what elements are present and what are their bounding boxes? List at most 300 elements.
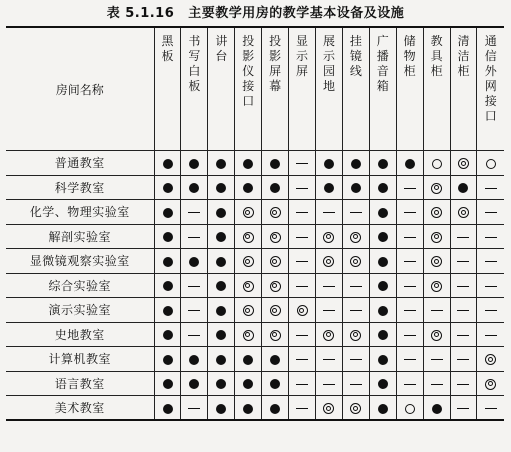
double-circle-icon (243, 330, 254, 341)
header-char: 柜 (430, 64, 443, 78)
table-cell (477, 151, 504, 176)
filled-circle-icon (378, 232, 388, 242)
double-circle-icon (485, 354, 496, 365)
filled-circle-icon (378, 208, 388, 218)
filled-circle-icon (270, 159, 280, 169)
table-cell (450, 224, 477, 249)
table-row (6, 396, 504, 421)
header-char: 口 (484, 109, 497, 123)
dash-icon (431, 359, 443, 360)
filled-circle-icon (378, 379, 388, 389)
room-name: 解剖实验室 (6, 224, 154, 249)
table-cell (289, 396, 316, 421)
table-cell (235, 347, 262, 372)
table-cell (316, 273, 343, 298)
table-cell (235, 298, 262, 323)
equipment-table (6, 26, 504, 421)
table-cell (235, 396, 262, 421)
table-cell (154, 249, 181, 274)
column-header-label (262, 34, 288, 94)
header-char: 屏 (296, 64, 309, 78)
dash-icon (431, 310, 443, 311)
table-cell (342, 347, 369, 372)
table-cell (477, 396, 504, 421)
filled-circle-icon (163, 379, 173, 389)
table-row (6, 249, 504, 274)
table-cell (423, 347, 450, 372)
dash-icon (457, 384, 469, 385)
table-cell (369, 322, 396, 347)
dash-icon (404, 188, 416, 189)
table-row (6, 347, 504, 372)
filled-circle-icon (324, 183, 334, 193)
filled-circle-icon (378, 306, 388, 316)
double-circle-icon (270, 305, 281, 316)
table-cell (289, 249, 316, 274)
table-caption (0, 2, 511, 21)
filled-circle-icon (270, 379, 280, 389)
filled-circle-icon (216, 232, 226, 242)
table-cell (396, 396, 423, 421)
filled-circle-icon (378, 355, 388, 365)
table-cell (450, 175, 477, 200)
header-char: 柜 (457, 64, 470, 78)
table-cell (369, 273, 396, 298)
header-char: 讲 (215, 34, 228, 48)
double-circle-icon (458, 207, 469, 218)
filled-circle-icon (378, 183, 388, 193)
table-cell (289, 224, 316, 249)
room-name: 科学教室 (6, 175, 154, 200)
filled-circle-icon (243, 183, 253, 193)
double-circle-icon (431, 207, 442, 218)
filled-circle-icon (163, 183, 173, 193)
column-header-label (451, 34, 477, 79)
column-header-label (289, 34, 315, 79)
column-header (235, 27, 262, 151)
double-circle-icon (243, 281, 254, 292)
table-cell (181, 249, 208, 274)
header-char: 影 (242, 49, 255, 63)
dash-icon (188, 335, 200, 336)
table-cell (289, 273, 316, 298)
table-cell (477, 347, 504, 372)
table-cell (423, 298, 450, 323)
double-circle-icon (297, 305, 308, 316)
column-header-label (181, 34, 207, 94)
table-cell (289, 200, 316, 225)
table-cell (396, 151, 423, 176)
filled-circle-icon (432, 404, 442, 414)
filled-circle-icon (243, 355, 253, 365)
header-char: 屏 (269, 64, 282, 78)
filled-circle-icon (243, 379, 253, 389)
dash-icon (404, 310, 416, 311)
table-cell (477, 200, 504, 225)
table-cell (235, 151, 262, 176)
header-char: 储 (403, 34, 416, 48)
double-circle-icon (323, 403, 334, 414)
table-cell (208, 200, 235, 225)
dash-icon (404, 261, 416, 262)
header-char: 接 (242, 79, 255, 93)
table-cell (208, 371, 235, 396)
dash-icon (404, 212, 416, 213)
header-char: 挂 (349, 34, 362, 48)
dash-icon (350, 286, 362, 287)
table-cell (316, 200, 343, 225)
table-cell (423, 151, 450, 176)
table-cell (369, 224, 396, 249)
table-cell (154, 224, 181, 249)
double-circle-icon (270, 330, 281, 341)
column-header-label (370, 34, 396, 94)
dash-icon (485, 261, 497, 262)
filled-circle-icon (216, 404, 226, 414)
column-header (342, 27, 369, 151)
table-cell (316, 249, 343, 274)
table-cell (342, 371, 369, 396)
table-cell (289, 175, 316, 200)
column-header (477, 27, 504, 151)
table-cell (262, 151, 289, 176)
dash-icon (296, 286, 308, 287)
table-cell (396, 298, 423, 323)
table-cell (262, 175, 289, 200)
table-cell (208, 396, 235, 421)
table-cell (154, 151, 181, 176)
table-cell (181, 298, 208, 323)
double-circle-icon (243, 305, 254, 316)
column-header-label (235, 34, 261, 109)
dash-icon (457, 286, 469, 287)
table-cell (289, 322, 316, 347)
double-circle-icon (431, 330, 442, 341)
table-cell (181, 224, 208, 249)
table-cell (208, 151, 235, 176)
header-char: 柜 (403, 64, 416, 78)
double-circle-icon (431, 232, 442, 243)
header-char: 线 (349, 64, 362, 78)
filled-circle-icon (163, 330, 173, 340)
dash-icon (296, 335, 308, 336)
dash-icon (485, 310, 497, 311)
table-cell (342, 298, 369, 323)
header-char: 外 (484, 64, 497, 78)
header-char: 音 (376, 64, 389, 78)
dash-icon (296, 408, 308, 409)
dash-icon (296, 261, 308, 262)
filled-circle-icon (378, 404, 388, 414)
table-cell (316, 347, 343, 372)
double-circle-icon (243, 232, 254, 243)
dash-icon (323, 286, 335, 287)
double-circle-icon (350, 330, 361, 341)
double-circle-icon (350, 232, 361, 243)
dash-icon (485, 212, 497, 213)
table-cell (423, 249, 450, 274)
table-cell (450, 322, 477, 347)
table-cell (316, 371, 343, 396)
column-header (262, 27, 289, 151)
table-cell (369, 249, 396, 274)
header-char: 通 (484, 34, 497, 48)
table-cell (342, 200, 369, 225)
table-cell (369, 396, 396, 421)
dash-icon (296, 188, 308, 189)
table-cell (396, 224, 423, 249)
room-name: 美术教室 (6, 396, 154, 421)
dash-icon (188, 286, 200, 287)
filled-circle-icon (163, 355, 173, 365)
table-cell (423, 200, 450, 225)
table-cell (450, 151, 477, 176)
header-char: 板 (161, 49, 174, 63)
filled-circle-icon (189, 355, 199, 365)
header-char: 物 (403, 49, 416, 63)
table-row (6, 273, 504, 298)
hollow-circle-icon (405, 404, 415, 414)
filled-circle-icon (163, 257, 173, 267)
table-cell (262, 371, 289, 396)
dash-icon (485, 335, 497, 336)
filled-circle-icon (405, 159, 415, 169)
dash-icon (296, 163, 308, 164)
header-char: 信 (484, 49, 497, 63)
table-cell (396, 249, 423, 274)
double-circle-icon (458, 158, 469, 169)
table-cell (208, 322, 235, 347)
room-name: 演示实验室 (6, 298, 154, 323)
table-row (6, 224, 504, 249)
dash-icon (431, 384, 443, 385)
filled-circle-icon (378, 159, 388, 169)
table-row (6, 175, 504, 200)
table-cell (369, 175, 396, 200)
room-name: 语言教室 (6, 371, 154, 396)
header-char: 影 (269, 49, 282, 63)
table-cell (316, 151, 343, 176)
room-name: 计算机教室 (6, 347, 154, 372)
column-header-label (397, 34, 423, 79)
dash-icon (457, 310, 469, 311)
table-cell (235, 175, 262, 200)
table-cell (477, 249, 504, 274)
dash-icon (457, 261, 469, 262)
dash-icon (350, 310, 362, 311)
table-number: 表 5.1.16 (106, 6, 175, 21)
column-header (316, 27, 343, 151)
table-cell (154, 273, 181, 298)
table-cell (423, 371, 450, 396)
table-cell (423, 175, 450, 200)
dash-icon (323, 212, 335, 213)
header-char: 洁 (457, 49, 470, 63)
table-cell (181, 347, 208, 372)
filled-circle-icon (216, 159, 226, 169)
table-cell (450, 371, 477, 396)
table-cell (316, 175, 343, 200)
dash-icon (404, 384, 416, 385)
header-char: 园 (322, 64, 335, 78)
header-char: 展 (322, 34, 335, 48)
column-header (289, 27, 316, 151)
dash-icon (188, 310, 200, 311)
table-cell (262, 224, 289, 249)
table-cell (154, 371, 181, 396)
filled-circle-icon (216, 355, 226, 365)
table-cell (423, 224, 450, 249)
column-header-label (343, 34, 369, 79)
dash-icon (485, 408, 497, 409)
room-name: 显微镜观察实验室 (6, 249, 154, 274)
dash-icon (350, 359, 362, 360)
table-cell (262, 347, 289, 372)
filled-circle-icon (189, 183, 199, 193)
room-name: 综合实验室 (6, 273, 154, 298)
table-cell (450, 396, 477, 421)
header-char: 幕 (269, 79, 282, 93)
double-circle-icon (270, 207, 281, 218)
filled-circle-icon (216, 257, 226, 267)
table-cell (423, 396, 450, 421)
table-body (6, 151, 504, 421)
table-cell (342, 249, 369, 274)
table-cell (477, 175, 504, 200)
table-cell (289, 371, 316, 396)
dash-icon (350, 384, 362, 385)
header-row (6, 27, 504, 151)
dash-icon (404, 237, 416, 238)
double-circle-icon (270, 256, 281, 267)
header-char: 显 (296, 34, 309, 48)
table-cell (396, 322, 423, 347)
table-cell (262, 298, 289, 323)
row-header: 房间名称 (6, 27, 154, 151)
column-header (450, 27, 477, 151)
double-circle-icon (431, 281, 442, 292)
table-cell (208, 347, 235, 372)
double-circle-icon (431, 183, 442, 194)
table-row (6, 200, 504, 225)
dash-icon (188, 408, 200, 409)
table-cell (181, 322, 208, 347)
dash-icon (404, 286, 416, 287)
table-cell (262, 396, 289, 421)
filled-circle-icon (270, 404, 280, 414)
table-cell (289, 298, 316, 323)
header-char: 白 (188, 64, 201, 78)
table-cell (154, 175, 181, 200)
table-cell (208, 224, 235, 249)
filled-circle-icon (458, 183, 468, 193)
header-char: 箱 (376, 79, 389, 93)
table-cell (235, 322, 262, 347)
table-cell (477, 273, 504, 298)
table-cell (342, 396, 369, 421)
table-cell (316, 396, 343, 421)
dash-icon (404, 335, 416, 336)
table-cell (235, 371, 262, 396)
table-cell (369, 151, 396, 176)
header-char: 台 (215, 49, 228, 63)
table-cell (369, 371, 396, 396)
filled-circle-icon (216, 208, 226, 218)
dash-icon (296, 359, 308, 360)
table-cell (235, 249, 262, 274)
table-cell (154, 322, 181, 347)
header-char: 写 (188, 49, 201, 63)
table-cell (316, 298, 343, 323)
table-cell (181, 371, 208, 396)
table-cell (369, 298, 396, 323)
table-cell (342, 322, 369, 347)
double-circle-icon (431, 256, 442, 267)
table-cell (154, 396, 181, 421)
table-row (6, 322, 504, 347)
filled-circle-icon (378, 330, 388, 340)
filled-circle-icon (351, 183, 361, 193)
table-cell (450, 249, 477, 274)
table-cell (477, 298, 504, 323)
double-circle-icon (243, 256, 254, 267)
column-header (423, 27, 450, 151)
table-cell (342, 273, 369, 298)
filled-circle-icon (163, 404, 173, 414)
table-cell (289, 151, 316, 176)
header-char: 接 (484, 94, 497, 108)
filled-circle-icon (163, 232, 173, 242)
header-char: 投 (242, 34, 255, 48)
table-cell (450, 200, 477, 225)
double-circle-icon (323, 232, 334, 243)
filled-circle-icon (163, 208, 173, 218)
table-cell (423, 273, 450, 298)
table-cell (396, 347, 423, 372)
double-circle-icon (485, 379, 496, 390)
table-cell (262, 249, 289, 274)
table-row (6, 371, 504, 396)
table-cell (181, 396, 208, 421)
dash-icon (485, 237, 497, 238)
filled-circle-icon (189, 379, 199, 389)
column-header (396, 27, 423, 151)
filled-circle-icon (189, 159, 199, 169)
header-char: 清 (457, 34, 470, 48)
double-circle-icon (243, 207, 254, 218)
table-cell (477, 322, 504, 347)
table-cell (181, 200, 208, 225)
table-cell (154, 200, 181, 225)
filled-circle-icon (163, 306, 173, 316)
dash-icon (296, 384, 308, 385)
table-row (6, 151, 504, 176)
table-cell (262, 200, 289, 225)
table-cell (450, 347, 477, 372)
table-cell (396, 200, 423, 225)
room-name: 普通教室 (6, 151, 154, 176)
dash-icon (457, 335, 469, 336)
header-char: 网 (484, 79, 497, 93)
header-char: 口 (242, 94, 255, 108)
double-circle-icon (270, 281, 281, 292)
header-char: 教 (430, 34, 443, 48)
table-cell (369, 347, 396, 372)
dash-icon (188, 237, 200, 238)
table-cell (477, 224, 504, 249)
filled-circle-icon (324, 159, 334, 169)
double-circle-icon (323, 256, 334, 267)
